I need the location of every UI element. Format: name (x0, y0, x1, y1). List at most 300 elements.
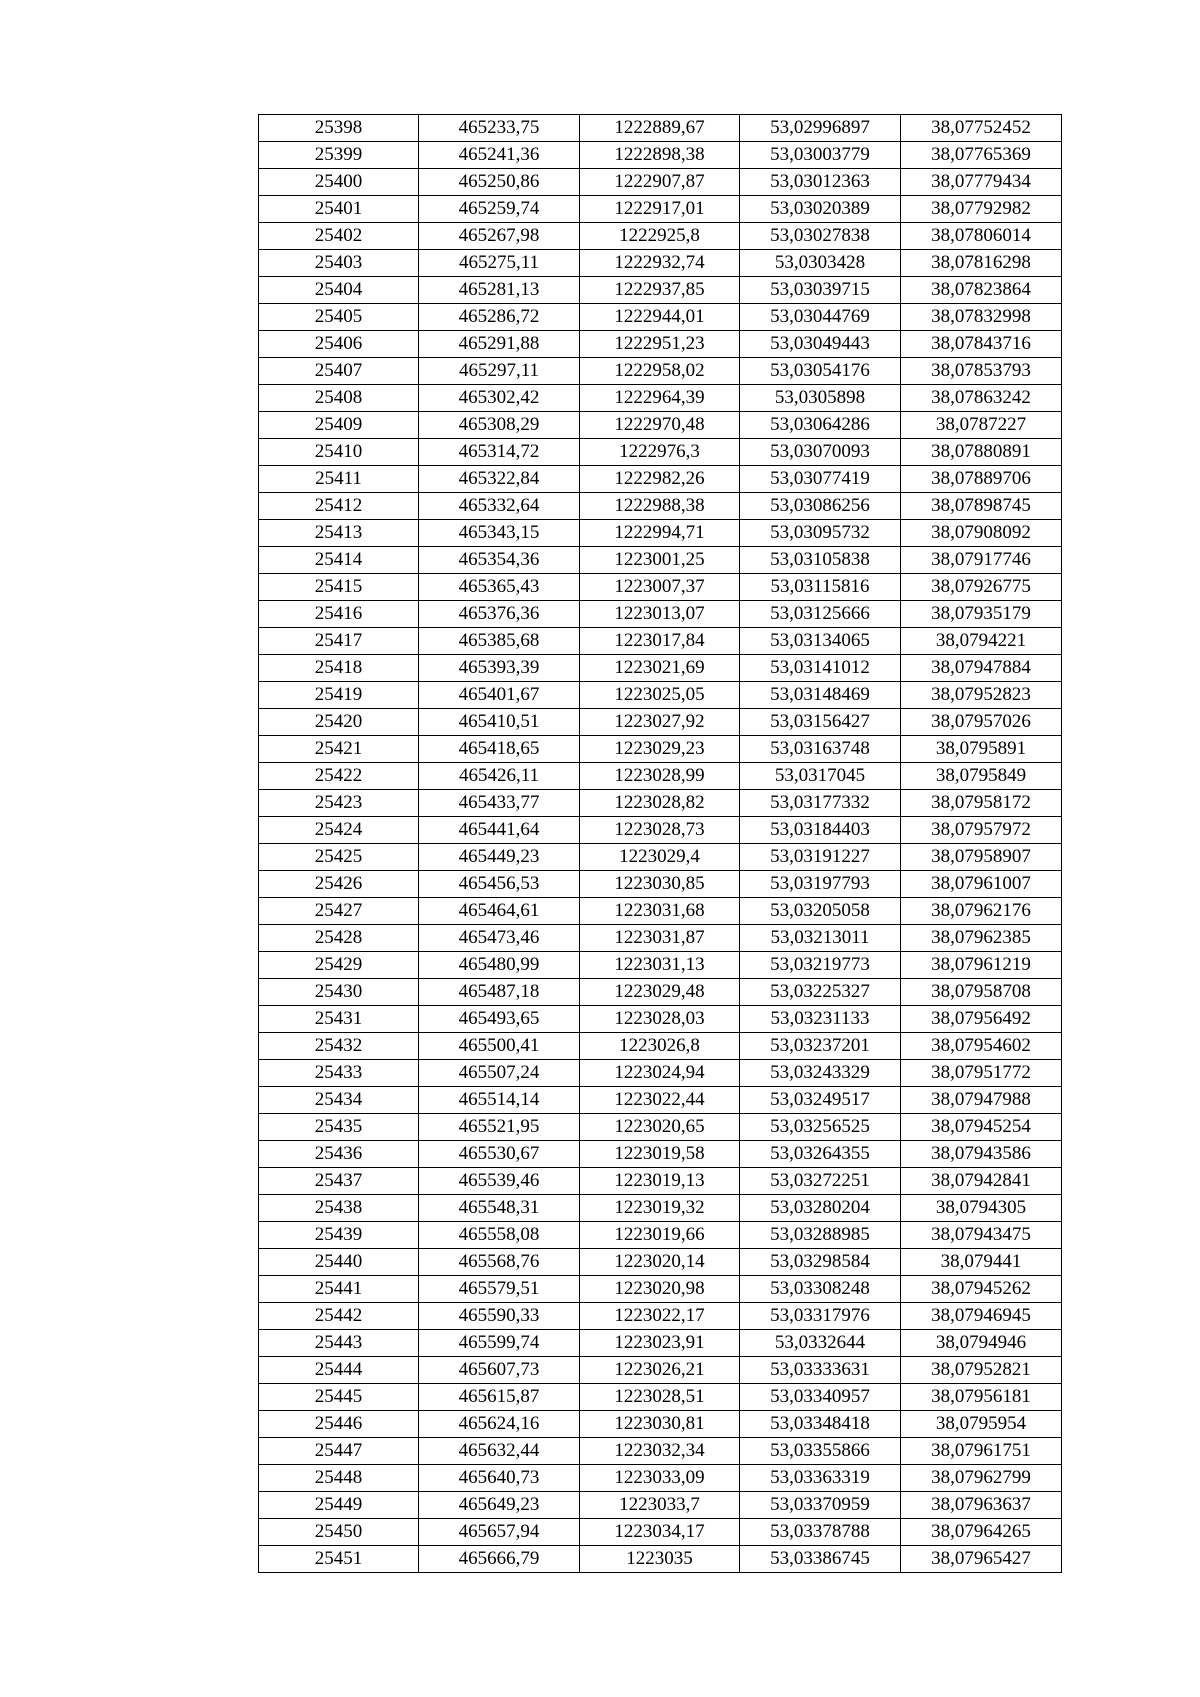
point-number-cell: 25404 (259, 277, 419, 304)
point-number-cell: 25434 (259, 1087, 419, 1114)
y-coordinate-cell: 1223033,7 (580, 1492, 740, 1519)
x-coordinate-cell: 465558,08 (419, 1222, 580, 1249)
latitude-cell: 53,03272251 (740, 1168, 901, 1195)
longitude-cell: 38,07943586 (901, 1141, 1062, 1168)
x-coordinate-cell: 465590,33 (419, 1303, 580, 1330)
table-row (259, 1303, 1062, 1330)
table-row (259, 466, 1062, 493)
x-coordinate-cell: 465281,13 (419, 277, 580, 304)
x-coordinate-cell: 465302,42 (419, 385, 580, 412)
latitude-cell: 53,0305898 (740, 385, 901, 412)
table-row (259, 1330, 1062, 1357)
point-number-cell: 25451 (259, 1546, 419, 1573)
table-row (259, 223, 1062, 250)
latitude-cell: 53,03317976 (740, 1303, 901, 1330)
longitude-cell: 38,07962176 (901, 898, 1062, 925)
longitude-cell: 38,07958172 (901, 790, 1062, 817)
longitude-cell: 38,07935179 (901, 601, 1062, 628)
point-number-cell: 25419 (259, 682, 419, 709)
x-coordinate-cell: 465441,64 (419, 817, 580, 844)
longitude-cell: 38,07863242 (901, 385, 1062, 412)
point-number-cell: 25406 (259, 331, 419, 358)
x-coordinate-cell: 465493,65 (419, 1006, 580, 1033)
y-coordinate-cell: 1222958,02 (580, 358, 740, 385)
table-row (259, 1411, 1062, 1438)
y-coordinate-cell: 1223028,82 (580, 790, 740, 817)
longitude-cell: 38,07889706 (901, 466, 1062, 493)
longitude-cell: 38,07943475 (901, 1222, 1062, 1249)
x-coordinate-cell: 465632,44 (419, 1438, 580, 1465)
longitude-cell: 38,07792982 (901, 196, 1062, 223)
longitude-cell: 38,07963637 (901, 1492, 1062, 1519)
x-coordinate-cell: 465599,74 (419, 1330, 580, 1357)
point-number-cell: 25450 (259, 1519, 419, 1546)
latitude-cell: 53,03134065 (740, 628, 901, 655)
x-coordinate-cell: 465401,67 (419, 682, 580, 709)
y-coordinate-cell: 1223007,37 (580, 574, 740, 601)
latitude-cell: 53,03054176 (740, 358, 901, 385)
y-coordinate-cell: 1223024,94 (580, 1060, 740, 1087)
longitude-cell: 38,07853793 (901, 358, 1062, 385)
point-number-cell: 25449 (259, 1492, 419, 1519)
x-coordinate-cell: 465507,24 (419, 1060, 580, 1087)
x-coordinate-cell: 465286,72 (419, 304, 580, 331)
y-coordinate-cell: 1223029,48 (580, 979, 740, 1006)
y-coordinate-cell: 1222917,01 (580, 196, 740, 223)
longitude-cell: 38,07951772 (901, 1060, 1062, 1087)
point-number-cell: 25448 (259, 1465, 419, 1492)
coordinates-table-body (259, 115, 1062, 1573)
x-coordinate-cell: 465464,61 (419, 898, 580, 925)
x-coordinate-cell: 465241,36 (419, 142, 580, 169)
x-coordinate-cell: 465250,86 (419, 169, 580, 196)
longitude-cell: 38,07952821 (901, 1357, 1062, 1384)
table-row (259, 898, 1062, 925)
table-row (259, 1438, 1062, 1465)
latitude-cell: 53,03177332 (740, 790, 901, 817)
point-number-cell: 25446 (259, 1411, 419, 1438)
point-number-cell: 25444 (259, 1357, 419, 1384)
x-coordinate-cell: 465487,18 (419, 979, 580, 1006)
point-number-cell: 25407 (259, 358, 419, 385)
table-row (259, 601, 1062, 628)
point-number-cell: 25428 (259, 925, 419, 952)
table-row (259, 1222, 1062, 1249)
table-row (259, 250, 1062, 277)
longitude-cell: 38,07779434 (901, 169, 1062, 196)
y-coordinate-cell: 1223029,4 (580, 844, 740, 871)
x-coordinate-cell: 465548,31 (419, 1195, 580, 1222)
point-number-cell: 25411 (259, 466, 419, 493)
x-coordinate-cell: 465666,79 (419, 1546, 580, 1573)
y-coordinate-cell: 1222970,48 (580, 412, 740, 439)
y-coordinate-cell: 1223001,25 (580, 547, 740, 574)
y-coordinate-cell: 1223021,69 (580, 655, 740, 682)
y-coordinate-cell: 1222898,38 (580, 142, 740, 169)
x-coordinate-cell: 465426,11 (419, 763, 580, 790)
latitude-cell: 53,03370959 (740, 1492, 901, 1519)
y-coordinate-cell: 1223022,17 (580, 1303, 740, 1330)
x-coordinate-cell: 465275,11 (419, 250, 580, 277)
x-coordinate-cell: 465410,51 (419, 709, 580, 736)
table-row (259, 790, 1062, 817)
y-coordinate-cell: 1223022,44 (580, 1087, 740, 1114)
x-coordinate-cell: 465514,14 (419, 1087, 580, 1114)
latitude-cell: 53,03308248 (740, 1276, 901, 1303)
longitude-cell: 38,07926775 (901, 574, 1062, 601)
point-number-cell: 25420 (259, 709, 419, 736)
longitude-cell: 38,07957026 (901, 709, 1062, 736)
x-coordinate-cell: 465657,94 (419, 1519, 580, 1546)
x-coordinate-cell: 465539,46 (419, 1168, 580, 1195)
y-coordinate-cell: 1223033,09 (580, 1465, 740, 1492)
point-number-cell: 25429 (259, 952, 419, 979)
latitude-cell: 53,03105838 (740, 547, 901, 574)
point-number-cell: 25402 (259, 223, 419, 250)
point-number-cell: 25425 (259, 844, 419, 871)
latitude-cell: 53,03148469 (740, 682, 901, 709)
longitude-cell: 38,0795891 (901, 736, 1062, 763)
latitude-cell: 53,03027838 (740, 223, 901, 250)
point-number-cell: 25427 (259, 898, 419, 925)
latitude-cell: 53,03225327 (740, 979, 901, 1006)
y-coordinate-cell: 1223034,17 (580, 1519, 740, 1546)
longitude-cell: 38,07908092 (901, 520, 1062, 547)
point-number-cell: 25415 (259, 574, 419, 601)
y-coordinate-cell: 1222937,85 (580, 277, 740, 304)
y-coordinate-cell: 1222988,38 (580, 493, 740, 520)
y-coordinate-cell: 1222976,3 (580, 439, 740, 466)
point-number-cell: 25436 (259, 1141, 419, 1168)
x-coordinate-cell: 465530,67 (419, 1141, 580, 1168)
x-coordinate-cell: 465314,72 (419, 439, 580, 466)
x-coordinate-cell: 465233,75 (419, 115, 580, 142)
longitude-cell: 38,07958708 (901, 979, 1062, 1006)
latitude-cell: 53,03363319 (740, 1465, 901, 1492)
longitude-cell: 38,07947988 (901, 1087, 1062, 1114)
longitude-cell: 38,07946945 (901, 1303, 1062, 1330)
latitude-cell: 53,03197793 (740, 871, 901, 898)
longitude-cell: 38,07954602 (901, 1033, 1062, 1060)
latitude-cell: 53,03340957 (740, 1384, 901, 1411)
table-row (259, 682, 1062, 709)
x-coordinate-cell: 465579,51 (419, 1276, 580, 1303)
point-number-cell: 25418 (259, 655, 419, 682)
longitude-cell: 38,07917746 (901, 547, 1062, 574)
latitude-cell: 53,03243329 (740, 1060, 901, 1087)
point-number-cell: 25399 (259, 142, 419, 169)
latitude-cell: 53,03012363 (740, 169, 901, 196)
longitude-cell: 38,07956492 (901, 1006, 1062, 1033)
latitude-cell: 53,03280204 (740, 1195, 901, 1222)
y-coordinate-cell: 1222982,26 (580, 466, 740, 493)
point-number-cell: 25433 (259, 1060, 419, 1087)
point-number-cell: 25440 (259, 1249, 419, 1276)
table-row (259, 331, 1062, 358)
latitude-cell: 53,0303428 (740, 250, 901, 277)
table-row (259, 115, 1062, 142)
table-row (259, 763, 1062, 790)
x-coordinate-cell: 465500,41 (419, 1033, 580, 1060)
latitude-cell: 53,03219773 (740, 952, 901, 979)
x-coordinate-cell: 465297,11 (419, 358, 580, 385)
y-coordinate-cell: 1222889,67 (580, 115, 740, 142)
x-coordinate-cell: 465376,36 (419, 601, 580, 628)
longitude-cell: 38,07765369 (901, 142, 1062, 169)
x-coordinate-cell: 465365,43 (419, 574, 580, 601)
y-coordinate-cell: 1223028,99 (580, 763, 740, 790)
y-coordinate-cell: 1223020,65 (580, 1114, 740, 1141)
point-number-cell: 25437 (259, 1168, 419, 1195)
y-coordinate-cell: 1222994,71 (580, 520, 740, 547)
x-coordinate-cell: 465456,53 (419, 871, 580, 898)
coordinates-table (258, 114, 1062, 1573)
table-row (259, 1087, 1062, 1114)
longitude-cell: 38,07945254 (901, 1114, 1062, 1141)
x-coordinate-cell: 465393,39 (419, 655, 580, 682)
y-coordinate-cell: 1223019,66 (580, 1222, 740, 1249)
table-row (259, 1141, 1062, 1168)
x-coordinate-cell: 465480,99 (419, 952, 580, 979)
point-number-cell: 25441 (259, 1276, 419, 1303)
point-number-cell: 25400 (259, 169, 419, 196)
table-row (259, 1195, 1062, 1222)
point-number-cell: 25409 (259, 412, 419, 439)
y-coordinate-cell: 1222925,8 (580, 223, 740, 250)
latitude-cell: 53,03237201 (740, 1033, 901, 1060)
y-coordinate-cell: 1222964,39 (580, 385, 740, 412)
latitude-cell: 53,03213011 (740, 925, 901, 952)
point-number-cell: 25439 (259, 1222, 419, 1249)
latitude-cell: 53,03333631 (740, 1357, 901, 1384)
longitude-cell: 38,0787227 (901, 412, 1062, 439)
longitude-cell: 38,07952823 (901, 682, 1062, 709)
point-number-cell: 25416 (259, 601, 419, 628)
latitude-cell: 53,03070093 (740, 439, 901, 466)
latitude-cell: 53,03264355 (740, 1141, 901, 1168)
latitude-cell: 53,03348418 (740, 1411, 901, 1438)
y-coordinate-cell: 1223019,58 (580, 1141, 740, 1168)
latitude-cell: 53,03077419 (740, 466, 901, 493)
longitude-cell: 38,07843716 (901, 331, 1062, 358)
latitude-cell: 53,03288985 (740, 1222, 901, 1249)
y-coordinate-cell: 1222932,74 (580, 250, 740, 277)
longitude-cell: 38,07880891 (901, 439, 1062, 466)
table-row (259, 439, 1062, 466)
x-coordinate-cell: 465259,74 (419, 196, 580, 223)
point-number-cell: 25408 (259, 385, 419, 412)
latitude-cell: 53,03049443 (740, 331, 901, 358)
point-number-cell: 25410 (259, 439, 419, 466)
table-row (259, 1168, 1062, 1195)
latitude-cell: 53,0317045 (740, 763, 901, 790)
longitude-cell: 38,07965427 (901, 1546, 1062, 1573)
longitude-cell: 38,0795849 (901, 763, 1062, 790)
longitude-cell: 38,07832998 (901, 304, 1062, 331)
y-coordinate-cell: 1223029,23 (580, 736, 740, 763)
table-row (259, 304, 1062, 331)
table-row (259, 1384, 1062, 1411)
latitude-cell: 53,03231133 (740, 1006, 901, 1033)
table-row (259, 1465, 1062, 1492)
latitude-cell: 53,03184403 (740, 817, 901, 844)
latitude-cell: 53,03191227 (740, 844, 901, 871)
x-coordinate-cell: 465449,23 (419, 844, 580, 871)
table-row (259, 1276, 1062, 1303)
longitude-cell: 38,07945262 (901, 1276, 1062, 1303)
latitude-cell: 53,02996897 (740, 115, 901, 142)
table-row (259, 1492, 1062, 1519)
longitude-cell: 38,0794946 (901, 1330, 1062, 1357)
point-number-cell: 25421 (259, 736, 419, 763)
table-row (259, 844, 1062, 871)
longitude-cell: 38,07942841 (901, 1168, 1062, 1195)
longitude-cell: 38,07898745 (901, 493, 1062, 520)
latitude-cell: 53,03249517 (740, 1087, 901, 1114)
point-number-cell: 25413 (259, 520, 419, 547)
longitude-cell: 38,07962799 (901, 1465, 1062, 1492)
point-number-cell: 25423 (259, 790, 419, 817)
table-row (259, 925, 1062, 952)
y-coordinate-cell: 1223028,73 (580, 817, 740, 844)
latitude-cell: 53,03125666 (740, 601, 901, 628)
table-row (259, 169, 1062, 196)
x-coordinate-cell: 465418,65 (419, 736, 580, 763)
x-coordinate-cell: 465291,88 (419, 331, 580, 358)
table-row (259, 1033, 1062, 1060)
x-coordinate-cell: 465607,73 (419, 1357, 580, 1384)
latitude-cell: 53,03163748 (740, 736, 901, 763)
y-coordinate-cell: 1223028,51 (580, 1384, 740, 1411)
point-number-cell: 25401 (259, 196, 419, 223)
x-coordinate-cell: 465354,36 (419, 547, 580, 574)
point-number-cell: 25431 (259, 1006, 419, 1033)
longitude-cell: 38,0794221 (901, 628, 1062, 655)
x-coordinate-cell: 465624,16 (419, 1411, 580, 1438)
latitude-cell: 53,03256525 (740, 1114, 901, 1141)
table-row (259, 412, 1062, 439)
longitude-cell: 38,0794305 (901, 1195, 1062, 1222)
table-row (259, 1546, 1062, 1573)
longitude-cell: 38,07962385 (901, 925, 1062, 952)
point-number-cell: 25414 (259, 547, 419, 574)
table-row (259, 1357, 1062, 1384)
table-row (259, 142, 1062, 169)
y-coordinate-cell: 1222951,23 (580, 331, 740, 358)
x-coordinate-cell: 465649,23 (419, 1492, 580, 1519)
y-coordinate-cell: 1223030,81 (580, 1411, 740, 1438)
longitude-cell: 38,079441 (901, 1249, 1062, 1276)
table-row (259, 628, 1062, 655)
table-row (259, 520, 1062, 547)
table-row (259, 358, 1062, 385)
point-number-cell: 25424 (259, 817, 419, 844)
table-row (259, 1249, 1062, 1276)
table-row (259, 547, 1062, 574)
latitude-cell: 53,03386745 (740, 1546, 901, 1573)
point-number-cell: 25412 (259, 493, 419, 520)
point-number-cell: 25426 (259, 871, 419, 898)
longitude-cell: 38,07957972 (901, 817, 1062, 844)
x-coordinate-cell: 465267,98 (419, 223, 580, 250)
table-row (259, 871, 1062, 898)
latitude-cell: 53,03095732 (740, 520, 901, 547)
latitude-cell: 53,03039715 (740, 277, 901, 304)
y-coordinate-cell: 1223013,07 (580, 601, 740, 628)
point-number-cell: 25447 (259, 1438, 419, 1465)
table-row (259, 952, 1062, 979)
longitude-cell: 38,07958907 (901, 844, 1062, 871)
table-row (259, 1006, 1062, 1033)
x-coordinate-cell: 465521,95 (419, 1114, 580, 1141)
table-row (259, 817, 1062, 844)
x-coordinate-cell: 465568,76 (419, 1249, 580, 1276)
table-row (259, 1519, 1062, 1546)
point-number-cell: 25398 (259, 115, 419, 142)
x-coordinate-cell: 465640,73 (419, 1465, 580, 1492)
longitude-cell: 38,07947884 (901, 655, 1062, 682)
table-row (259, 1114, 1062, 1141)
table-row (259, 1060, 1062, 1087)
y-coordinate-cell: 1223019,32 (580, 1195, 740, 1222)
point-number-cell: 25430 (259, 979, 419, 1006)
y-coordinate-cell: 1223032,34 (580, 1438, 740, 1465)
latitude-cell: 53,03115816 (740, 574, 901, 601)
table-row (259, 574, 1062, 601)
y-coordinate-cell: 1223031,13 (580, 952, 740, 979)
y-coordinate-cell: 1223035 (580, 1546, 740, 1573)
x-coordinate-cell: 465322,84 (419, 466, 580, 493)
latitude-cell: 53,03141012 (740, 655, 901, 682)
latitude-cell: 53,03205058 (740, 898, 901, 925)
latitude-cell: 53,03156427 (740, 709, 901, 736)
x-coordinate-cell: 465473,46 (419, 925, 580, 952)
table-row (259, 493, 1062, 520)
y-coordinate-cell: 1223031,87 (580, 925, 740, 952)
y-coordinate-cell: 1223026,21 (580, 1357, 740, 1384)
longitude-cell: 38,07806014 (901, 223, 1062, 250)
point-number-cell: 25405 (259, 304, 419, 331)
y-coordinate-cell: 1223025,05 (580, 682, 740, 709)
x-coordinate-cell: 465308,29 (419, 412, 580, 439)
table-row (259, 196, 1062, 223)
point-number-cell: 25438 (259, 1195, 419, 1222)
table-row (259, 385, 1062, 412)
y-coordinate-cell: 1223028,03 (580, 1006, 740, 1033)
y-coordinate-cell: 1223020,14 (580, 1249, 740, 1276)
x-coordinate-cell: 465385,68 (419, 628, 580, 655)
x-coordinate-cell: 465343,15 (419, 520, 580, 547)
point-number-cell: 25435 (259, 1114, 419, 1141)
longitude-cell: 38,07961007 (901, 871, 1062, 898)
longitude-cell: 38,0795954 (901, 1411, 1062, 1438)
point-number-cell: 25445 (259, 1384, 419, 1411)
y-coordinate-cell: 1223027,92 (580, 709, 740, 736)
point-number-cell: 25443 (259, 1330, 419, 1357)
table-row (259, 736, 1062, 763)
latitude-cell: 53,03044769 (740, 304, 901, 331)
table-row (259, 979, 1062, 1006)
y-coordinate-cell: 1223019,13 (580, 1168, 740, 1195)
latitude-cell: 53,03003779 (740, 142, 901, 169)
latitude-cell: 53,03064286 (740, 412, 901, 439)
table-row (259, 655, 1062, 682)
longitude-cell: 38,07823864 (901, 277, 1062, 304)
point-number-cell: 25417 (259, 628, 419, 655)
longitude-cell: 38,07961751 (901, 1438, 1062, 1465)
y-coordinate-cell: 1223017,84 (580, 628, 740, 655)
point-number-cell: 25422 (259, 763, 419, 790)
